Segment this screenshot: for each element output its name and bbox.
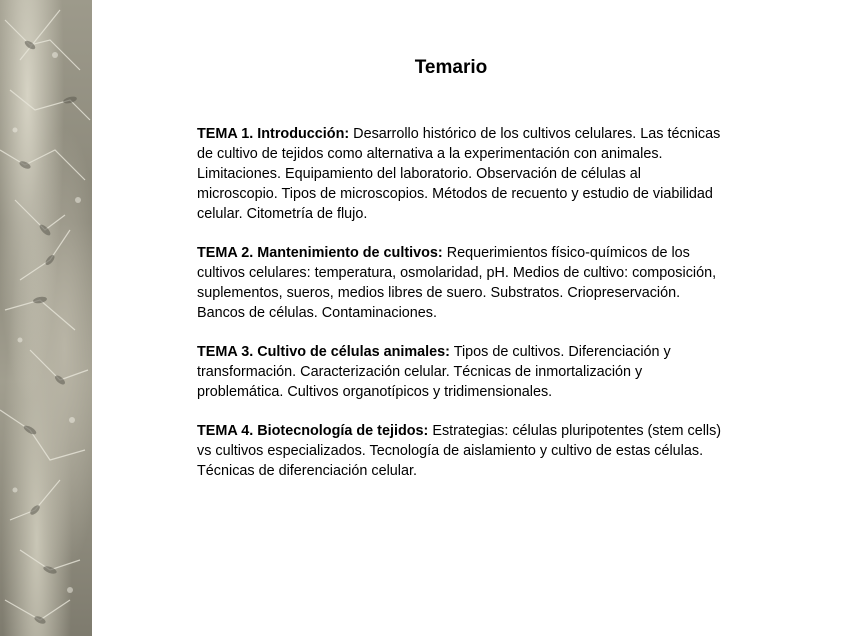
tema-heading: TEMA 1. Introducción:: [197, 126, 350, 142]
tema-body: Tipos de cultivos. Diferenciación y transformación. Caracterización celular. Técnicas de inmortalización y problemática. Cultivos organotípicos y tridimensionales.: [197, 344, 671, 400]
tema-heading: TEMA 3. Cultivo de células animales:: [197, 344, 450, 360]
tema-heading: TEMA 2. Mantenimiento de cultivos:: [197, 245, 443, 261]
page-title: Temario: [414, 57, 488, 78]
tema-3: [197, 342, 722, 402]
tema-body: Requerimientos físico-químicos de los cultivos celulares: temperatura, osmolaridad, pH. Medios de cultivo: composición, suplementos, sueros, medios libres de suero. Substratos. Criopreservación. Bancos de células. Contaminaciones.: [197, 245, 717, 321]
cell-culture-micrograph: [0, 0, 92, 636]
syllabus-content: [197, 124, 722, 500]
micrograph-cells: [0, 0, 92, 636]
tema-body: Estrategias: células pluripotentes (stem cells) vs cultivos especializados. Tecnología de aislamiento y cultivo de estas células. Técnicas de diferenciación celular.: [197, 423, 722, 479]
tema-heading: TEMA 4. Biotecnología de tejidos:: [197, 423, 429, 439]
tema-2: [197, 243, 722, 323]
tema-body: Desarrollo histórico de los cultivos celulares. Las técnicas de cultivo de tejidos como alternativa a la experimentación con animales. Limitaciones. Equipamiento del laboratorio. Observación de células al microscopio. Tipos de microscopios. Métodos de recuento y estudio de viabilidad celular. Citometría de flujo.: [197, 126, 721, 222]
tema-1: [197, 124, 722, 224]
tema-4: [197, 421, 722, 481]
